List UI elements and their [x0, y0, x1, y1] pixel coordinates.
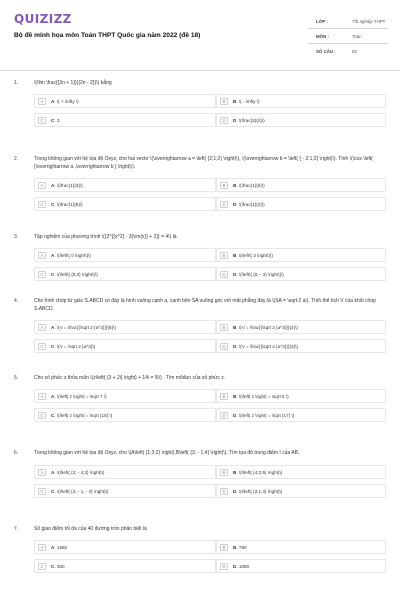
- option-text: [233, 394, 289, 399]
- option-letter-box: A: [38, 252, 46, 259]
- option-value: \(I\left( {4;2;6} \right)\): [238, 470, 283, 475]
- answer-option-c[interactable]: [34, 339, 216, 353]
- answer-option-b[interactable]: [216, 94, 386, 108]
- info-row-subject: [308, 29, 388, 44]
- option-value: \(\frac{1}{3}\): [56, 183, 83, 188]
- question-text: Trong không gian với hệ tọa độ Oxyz, cho \(A\left( {1;3;2} \right),B\left( {3; - 1;4} \right)\). Tìm tọa độ trung điểm I của AB.: [34, 450, 300, 456]
- option-letter-box: C: [38, 117, 46, 124]
- option-text: [233, 118, 265, 123]
- option-text: [51, 325, 116, 330]
- option-text: [51, 344, 95, 349]
- option-letter-box: C: [38, 343, 46, 350]
- answer-options: [34, 389, 390, 422]
- option-text: [233, 413, 294, 418]
- question-number: 3.: [14, 234, 19, 240]
- answer-option-c[interactable]: [34, 559, 216, 573]
- answer-option-a[interactable]: [34, 465, 216, 479]
- question-text: Trong không gian với hệ tọa độ Oxyz, cho hai vectơ \(\overrightarrow a = \left( {2;1;2} \right)\), \(\overrightarrow b = \left( { - 2;1;2} \right)\). Tính \(\cos \left( {\overrightarrow a ,\overrightarrow b } \right)\).: [34, 156, 373, 170]
- answer-options: [34, 465, 390, 498]
- option-letter-label: C: [51, 489, 55, 494]
- option-text: [233, 470, 282, 475]
- option-letter-box: B: [220, 182, 228, 189]
- option-letter-label: A: [51, 470, 55, 475]
- answer-options: [34, 540, 390, 573]
- option-letter-label: C: [51, 564, 55, 569]
- option-letter-label: C: [51, 118, 55, 123]
- option-text: [233, 272, 284, 277]
- option-letter-label: A: [51, 325, 55, 330]
- question-text: \(\lim \frac{{3n + 1}}{{2n - 2}}\) bằng: [34, 80, 112, 86]
- answer-options: [34, 320, 390, 353]
- option-text: [51, 99, 79, 104]
- question-number: 2.: [14, 156, 19, 162]
- option-letter-box: D: [220, 412, 228, 419]
- answer-option-d[interactable]: [216, 559, 386, 573]
- option-separator: .: [54, 325, 57, 330]
- option-letter-label: D: [233, 344, 237, 349]
- answer-option-b[interactable]: [216, 178, 386, 192]
- option-letter-box: C: [38, 412, 46, 419]
- answer-option-b[interactable]: [216, 389, 386, 403]
- option-value: \(\left\{ {0; - 3} \right\}\): [238, 272, 284, 277]
- quizizz-logo: QUIZIZZ: [14, 12, 72, 26]
- option-letter-label: D: [233, 202, 237, 207]
- option-text: [233, 202, 265, 207]
- option-separator: .: [236, 118, 239, 123]
- answer-option-c[interactable]: [34, 408, 216, 422]
- option-value: \( - \infty \): [238, 99, 260, 104]
- option-separator: .: [54, 99, 57, 104]
- option-value: \(\frac{3}{2}\): [238, 118, 265, 123]
- option-separator: .: [236, 202, 239, 207]
- option-letter-label: C: [51, 272, 55, 277]
- option-separator: .: [54, 344, 57, 349]
- option-letter-label: D: [233, 564, 237, 569]
- option-letter-box: B: [220, 393, 228, 400]
- answer-option-a[interactable]: [34, 389, 216, 403]
- question-number: 4.: [14, 298, 19, 304]
- exam-title: Bộ đề minh họa môn Toán THPT Quốc gia năm 2022 (đề 18): [14, 32, 201, 39]
- option-separator: .: [236, 470, 239, 475]
- answer-option-c[interactable]: [34, 197, 216, 211]
- answer-option-c[interactable]: [34, 484, 216, 498]
- info-row-class: [308, 14, 388, 29]
- option-text: [233, 564, 249, 569]
- option-value: \(V = \frac{{\sqrt 2 {a^3}}}{6}\): [56, 325, 116, 330]
- info-row-question-count: [308, 44, 388, 59]
- option-separator: .: [236, 344, 239, 349]
- option-separator: .: [54, 470, 57, 475]
- option-letter-box: A: [38, 393, 46, 400]
- question-text: Tập nghiệm của phương trình \({2^{{x^2} - 3{\rm{x}} + 2}} = 4\) là: [34, 234, 177, 240]
- option-value: \(V = \sqrt 2 {a^3}\): [56, 344, 96, 349]
- answer-option-a[interactable]: [34, 178, 216, 192]
- info-label: LỚP :: [316, 19, 328, 24]
- option-separator: .: [54, 118, 57, 123]
- option-letter-label: A: [51, 394, 55, 399]
- option-text: [233, 489, 282, 494]
- question-item: [14, 156, 390, 211]
- option-letter-label: C: [51, 344, 55, 349]
- option-letter-box: B: [220, 324, 228, 331]
- option-separator: .: [54, 489, 57, 494]
- option-value: \(\frac{1}{6}\): [238, 183, 265, 188]
- option-value: \(\left| z \right| = \sqrt {15} \): [56, 413, 113, 418]
- answer-option-d[interactable]: [216, 339, 386, 353]
- info-value: 50: [352, 49, 357, 54]
- info-value: Toán: [352, 34, 362, 39]
- option-letter-box: A: [38, 324, 46, 331]
- option-letter-label: B: [233, 99, 237, 104]
- option-value: 360: [56, 564, 65, 569]
- option-separator: .: [54, 564, 57, 569]
- option-text: [51, 545, 67, 550]
- option-separator: .: [54, 413, 57, 418]
- answer-option-d[interactable]: [216, 113, 386, 127]
- question-number: 5.: [14, 375, 19, 381]
- option-text: [233, 325, 298, 330]
- option-letter-box: D: [220, 488, 228, 495]
- option-value: \(\left\{ 3 \right\}\): [238, 253, 273, 258]
- option-separator: .: [54, 545, 57, 550]
- option-value: \(V = \frac{{\sqrt 2 {a^3}}}{3}\): [238, 344, 298, 349]
- option-text: [51, 118, 59, 123]
- question-text: Cho số phức z thỏa mãn \(z\left( {3 + 2i} \right) + 14i = 5i\) . Tìm môđun của số phức z.: [34, 375, 226, 381]
- option-text: [51, 202, 83, 207]
- header-divider: [0, 70, 400, 71]
- option-text: [233, 344, 298, 349]
- option-letter-box: D: [220, 271, 228, 278]
- option-separator: .: [236, 183, 239, 188]
- option-separator: .: [236, 99, 239, 104]
- question-item: [14, 298, 390, 353]
- option-value: \(I\left( {2; - 1; - 3} \right)\): [56, 489, 109, 494]
- option-text: [51, 470, 104, 475]
- option-value: \(\frac{1}{9}\): [56, 202, 83, 207]
- option-separator: .: [236, 489, 239, 494]
- answer-options: [34, 248, 390, 281]
- option-text: [51, 183, 83, 188]
- option-letter-box: A: [38, 469, 46, 476]
- option-separator: .: [236, 272, 239, 277]
- answer-option-b[interactable]: [216, 465, 386, 479]
- option-letter-box: D: [220, 343, 228, 350]
- option-text: [233, 545, 247, 550]
- option-separator: .: [54, 272, 57, 277]
- question-item: [14, 526, 390, 573]
- option-separator: .: [236, 545, 239, 550]
- option-separator: .: [54, 202, 57, 207]
- exam-info-table: [308, 14, 388, 59]
- option-value: \(I\left( {2; - 4;2} \right)\): [56, 470, 105, 475]
- option-value: \(\left\{ {0;3} \right\}\): [56, 272, 98, 277]
- option-value: \(\left| z \right| = \sqrt 7 \): [56, 394, 107, 399]
- option-value: \(\left| z \right| = \sqrt {17} \): [238, 413, 295, 418]
- option-value: \(I\left( {2;1;3} \right)\): [238, 489, 283, 494]
- answer-option-a[interactable]: [34, 320, 216, 334]
- option-letter-box: A: [38, 544, 46, 551]
- option-letter-box: B: [220, 98, 228, 105]
- option-letter-box: A: [38, 182, 46, 189]
- option-value: 1560: [56, 545, 68, 550]
- answer-option-b[interactable]: [216, 540, 386, 554]
- option-letter-label: D: [233, 118, 237, 123]
- option-letter-box: D: [220, 117, 228, 124]
- option-text: [51, 564, 65, 569]
- option-letter-label: C: [51, 202, 55, 207]
- option-separator: .: [236, 253, 239, 258]
- option-separator: .: [54, 253, 57, 258]
- answer-option-d[interactable]: [216, 267, 386, 281]
- option-letter-label: A: [51, 253, 55, 258]
- answer-option-d[interactable]: [216, 408, 386, 422]
- option-letter-label: A: [51, 545, 55, 550]
- option-value: 3: [56, 118, 60, 123]
- info-label: SỐ CÂU :: [316, 49, 336, 54]
- option-letter-label: D: [233, 272, 237, 277]
- option-separator: .: [54, 183, 57, 188]
- answer-option-a[interactable]: [34, 248, 216, 262]
- option-value: \(\left| z \right| = \sqrt 5 \): [238, 394, 289, 399]
- option-text: [233, 253, 273, 258]
- answer-option-c[interactable]: [34, 113, 216, 127]
- answer-options: [34, 178, 390, 211]
- option-value: \(V = \frac{{\sqrt 2 {a^3}}}{4}\): [238, 325, 298, 330]
- answer-option-d[interactable]: [216, 197, 386, 211]
- option-letter-box: C: [38, 563, 46, 570]
- option-letter-box: A: [38, 98, 46, 105]
- option-letter-box: D: [220, 563, 228, 570]
- option-text: [51, 413, 112, 418]
- option-letter-box: C: [38, 201, 46, 208]
- question-item: [14, 80, 390, 127]
- option-letter-label: A: [51, 183, 55, 188]
- question-item: [14, 375, 390, 422]
- question-text: Cho hình chóp tứ giác S.ABCD có đáy là hình vuông cạnh a, cạnh bên SA vuông góc với mặt phẳng đáy là \(SA = \sqrt 2 a\). Tính thể tích V của khối chóp S.ABCD.: [34, 298, 376, 312]
- answer-options: [34, 94, 390, 127]
- question-number: 6.: [14, 450, 19, 456]
- answer-option-a[interactable]: [34, 540, 216, 554]
- option-letter-label: B: [233, 394, 237, 399]
- answer-option-d[interactable]: [216, 484, 386, 498]
- option-text: [233, 99, 260, 104]
- option-letter-box: C: [38, 488, 46, 495]
- option-text: [51, 253, 91, 258]
- option-text: [233, 183, 265, 188]
- option-letter-box: B: [220, 252, 228, 259]
- answer-option-c[interactable]: [34, 267, 216, 281]
- option-letter-box: B: [220, 544, 228, 551]
- option-value: \(\left\{ 0 \right\}\): [56, 253, 91, 258]
- option-text: [51, 394, 107, 399]
- option-letter-label: B: [233, 545, 237, 550]
- info-label: MÔN :: [316, 34, 329, 39]
- answer-option-b[interactable]: [216, 248, 386, 262]
- option-letter-label: B: [233, 183, 237, 188]
- option-letter-label: D: [233, 489, 237, 494]
- option-value: \( + \infty \): [56, 99, 79, 104]
- option-letter-label: D: [233, 413, 237, 418]
- option-text: [51, 489, 108, 494]
- option-letter-label: B: [233, 253, 237, 258]
- option-separator: .: [236, 413, 239, 418]
- option-value: \(\frac{1}{2}\): [238, 202, 265, 207]
- option-letter-box: B: [220, 469, 228, 476]
- option-letter-label: B: [233, 470, 237, 475]
- option-letter-box: C: [38, 271, 46, 278]
- question-item: [14, 234, 390, 281]
- option-letter-label: B: [233, 325, 237, 330]
- question-item: [14, 450, 390, 498]
- option-separator: .: [236, 325, 239, 330]
- worksheet-header: [14, 12, 388, 62]
- option-separator: .: [236, 394, 239, 399]
- answer-option-b[interactable]: [216, 320, 386, 334]
- option-separator: .: [54, 394, 57, 399]
- option-text: [51, 272, 98, 277]
- option-value: 1080: [238, 564, 250, 569]
- question-number: 7.: [14, 526, 19, 532]
- question-text: Số giao điểm tối đa của 40 đường tròn phân biệt là: [34, 526, 147, 532]
- option-letter-label: A: [51, 99, 55, 104]
- option-separator: .: [236, 564, 239, 569]
- answer-option-a[interactable]: [34, 94, 216, 108]
- option-value: 780: [238, 545, 247, 550]
- question-number: 1.: [14, 80, 19, 86]
- option-letter-box: D: [220, 201, 228, 208]
- option-letter-label: C: [51, 413, 55, 418]
- info-value: Tốt nghiệp THPT: [352, 19, 386, 24]
